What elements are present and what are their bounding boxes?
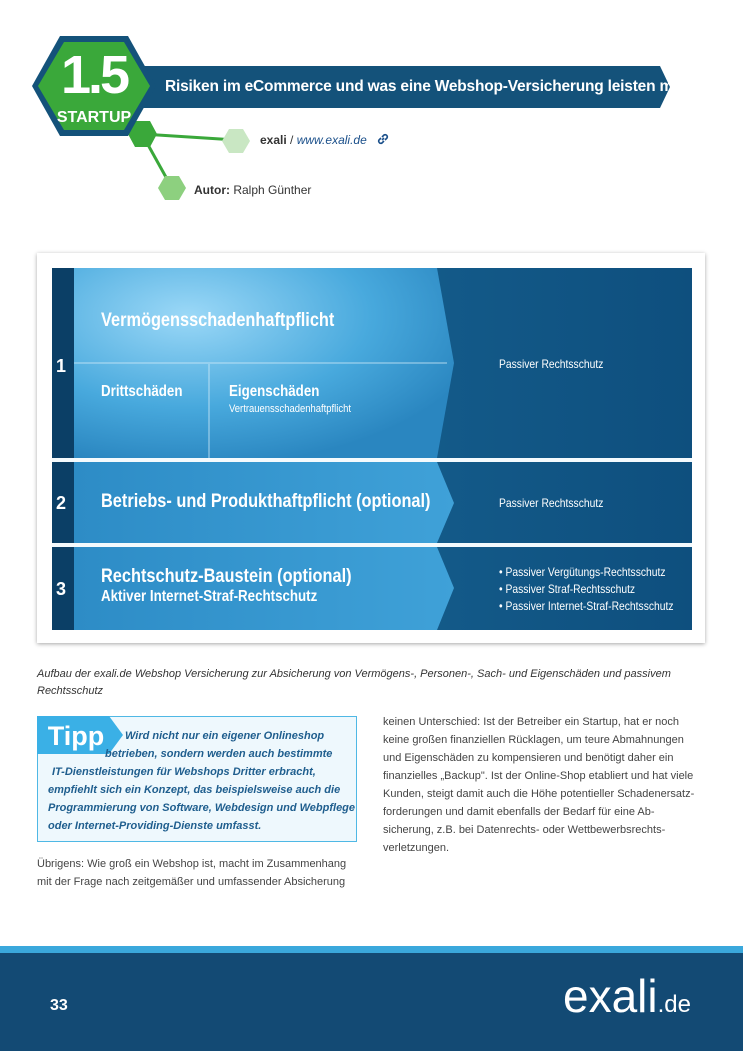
page-title: Risiken im eCommerce und was eine Webshop-Versicherung leisten muss <box>165 78 700 95</box>
body-line: finanzielles „Backup". Ist der Online-Shop etabliert und hat viele <box>383 770 694 782</box>
row1-heading: Vermögensschadenhaftpflicht <box>101 310 335 331</box>
tip-line: IT-Dienstleistungen für Webshops Dritter erbracht, <box>52 766 316 778</box>
row1-left-cell: Drittschäden <box>101 383 183 400</box>
page-number: 33 <box>50 997 68 1014</box>
author-label: Autor: <box>194 183 230 197</box>
row3-heading: Rechtschutz-Baustein (optional) <box>101 566 352 587</box>
source-separator: / <box>286 133 297 147</box>
tip-label: Tipp <box>47 721 105 751</box>
row2-number: 2 <box>56 493 67 513</box>
body-text-left <box>37 855 362 891</box>
footer-stripe <box>0 946 743 953</box>
chapter-label: STARTUP <box>56 109 132 126</box>
body-line: keinen Unterschied: Ist der Betreiber ein Startup, hat er noch <box>383 716 679 728</box>
logo-main: exali <box>563 970 658 1022</box>
figure-caption <box>37 666 717 700</box>
body-line: sicherung, z.B. bei Datenrechts- oder Wettbewerbsrechts- <box>383 824 666 836</box>
source-line <box>260 131 390 149</box>
small-hexagon-light <box>222 129 250 153</box>
body-text-right <box>383 713 713 857</box>
tip-line: Wird nicht nur ein eigener Onlineshop <box>125 730 325 742</box>
caption-line: Rechtsschutz <box>37 685 104 697</box>
row1-side-text: Passiver Rechtsschutz <box>499 357 604 371</box>
body-line: keine großen finanziellen Rücklagen, um teure Abmahnungen <box>383 734 684 746</box>
row1-right-cell-title: Eigenschäden <box>229 383 320 400</box>
row2-side-text: Passiver Rechtsschutz <box>499 496 604 510</box>
row3-side-item: • Passiver Straf-Rechtsschutz <box>499 582 636 596</box>
chapter-number: 1.5 <box>60 45 128 105</box>
small-hexagon-author <box>158 176 186 200</box>
body-line: Kunden, steigt damit auch die Höhe potentieller Schadenersatz- <box>383 788 695 800</box>
body-line: und Eigenschäden zu kompensieren und benötigt daher ein <box>383 752 674 764</box>
row1-right-cell-sub: Vertrauensschadenhaftpflicht <box>229 403 352 415</box>
body-line: verletzungen. <box>383 842 450 854</box>
source-url-link[interactable]: www.exali.de <box>296 133 367 147</box>
source-name: exali <box>260 133 287 147</box>
tip-line: Programmierung von Software, Webdesign und Webpflege <box>48 802 356 814</box>
body-line: Übrigens: Wie groß ein Webshop ist, macht im Zusammenhang <box>37 858 347 870</box>
author-line <box>194 181 311 199</box>
row3-subheading: Aktiver Internet-Straf-Rechtschutz <box>101 588 318 605</box>
tip-line: betrieben, sondern werden auch bestimmte <box>105 748 333 760</box>
row3-side-item: • Passiver Internet-Straf-Rechtsschutz <box>499 599 674 613</box>
tip-line: empfiehlt sich ein Konzept, das beispielsweise auch die <box>48 784 341 796</box>
tip-line: oder Internet-Providing-Dienste umfasst. <box>48 820 262 832</box>
exali-logo <box>563 968 691 1033</box>
row2-heading: Betriebs- und Produkthaftpflicht (optional) <box>101 491 431 512</box>
author-name: Ralph Günther <box>233 183 312 197</box>
row1-number: 1 <box>56 356 67 376</box>
body-line: mit der Frage nach zeitgemäßer und umfassender Absicherung <box>37 876 346 888</box>
row3-number: 3 <box>56 579 67 599</box>
body-line: forderungen und damit ebenfalls der Bedarf für eine Ab- <box>383 806 655 818</box>
link-icon[interactable] <box>376 132 390 146</box>
row3-side-item: • Passiver Vergütungs-Rechtsschutz <box>499 565 666 579</box>
caption-line: Aufbau der exali.de Webshop Versicherung zur Absicherung von Vermögens-, Personen-, Sach- und Eigenschäden und passivem <box>37 668 671 680</box>
logo-suffix: .de <box>657 991 691 1018</box>
